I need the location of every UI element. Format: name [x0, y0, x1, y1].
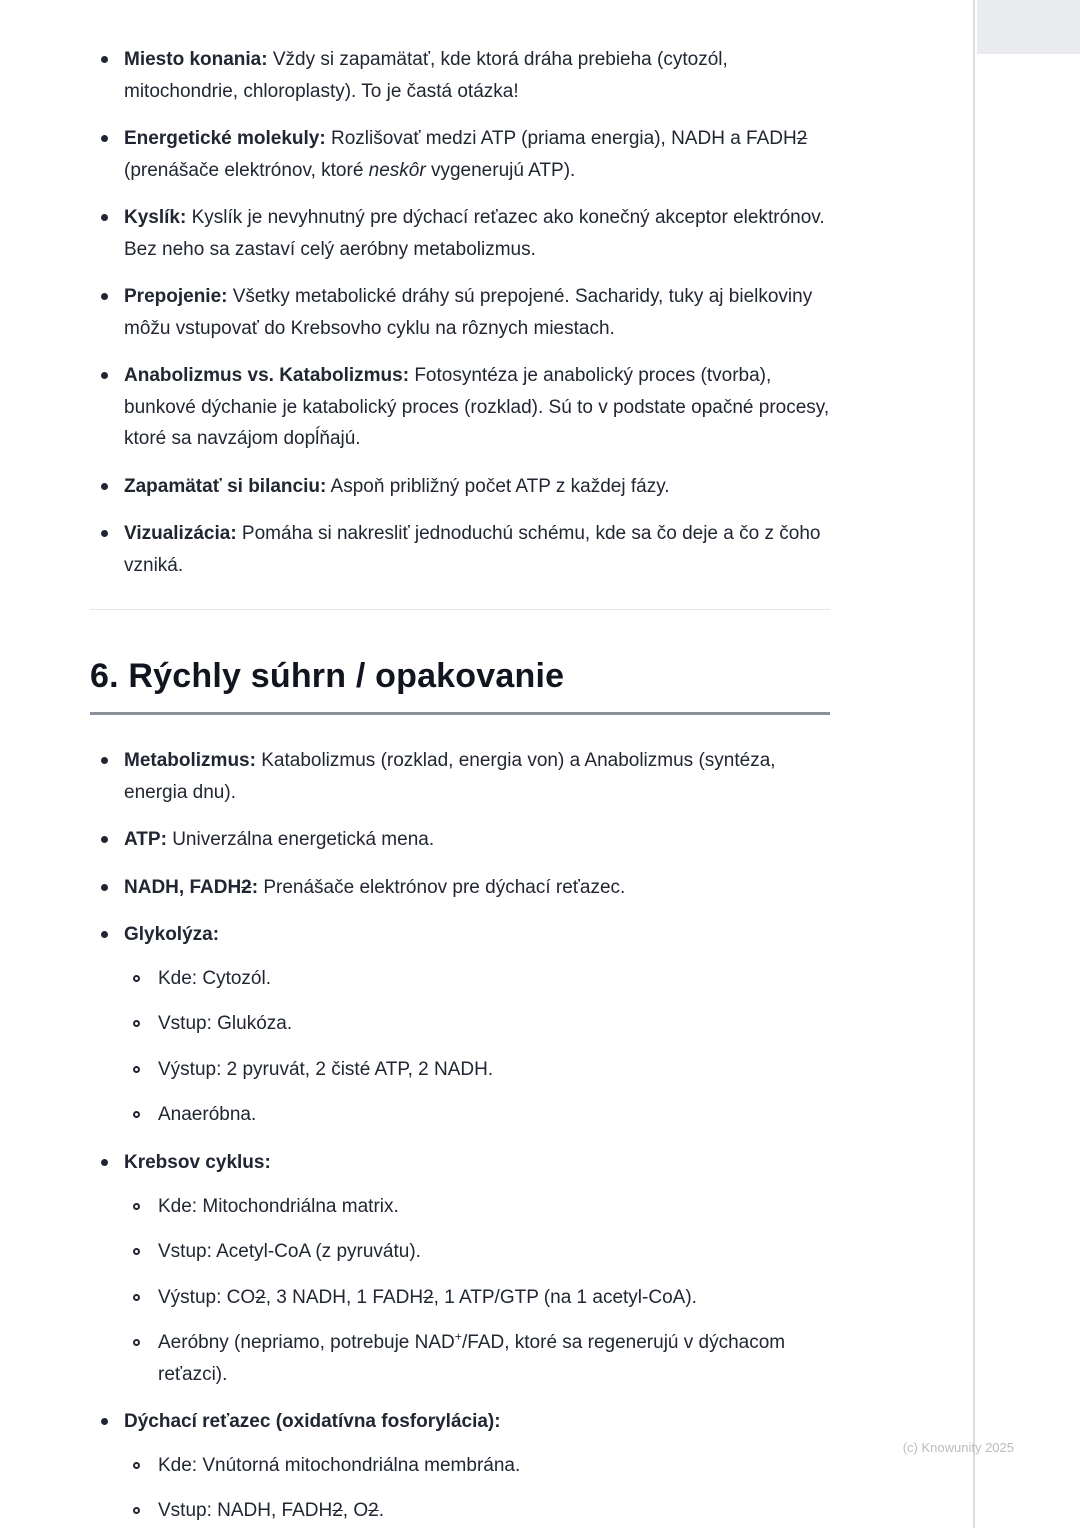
sub-list-item	[124, 1236, 830, 1268]
text-bold: Miesto konania:	[124, 49, 268, 70]
bullet-list	[90, 745, 830, 1527]
text-bold: Dýchací reťazec (oxidatívna fosforylácia):	[124, 1411, 501, 1433]
text-run: Všetky metabolické dráhy sú prepojené. Sacharidy, tuky aj bielkoviny môžu vstupovať do Krebsovho cyklu na rôznych miestach.	[124, 286, 813, 339]
text-bold: ATP:	[124, 829, 167, 851]
text-run: Kde: Mitochondriálna matrix.	[158, 1195, 399, 1217]
bullet-circle-icon	[133, 1203, 140, 1210]
text-run: , 1 ATP/GTP (na 1 acetyl-CoA).	[433, 1286, 697, 1308]
bullet-dot-icon	[101, 530, 108, 537]
text-bold: Metabolizmus:	[124, 750, 256, 772]
text-bold: Vizualizácia:	[124, 523, 237, 545]
bullet-circle-icon	[133, 1248, 140, 1255]
text-bold: Prepojenie:	[124, 286, 228, 308]
list-item	[90, 872, 830, 904]
text-run: Vstup: Glukóza.	[158, 1013, 293, 1035]
sub-list-item	[124, 1191, 830, 1223]
text-run: Kyslík je nevyhnutný pre dýchací reťazec ako konečný akceptor elektrónov. Bez neho sa zastaví celý aeróbny metabolizmus.	[124, 207, 825, 260]
list-item	[90, 123, 830, 186]
text-run: Prenášače elektrónov pre dýchací reťazec.	[258, 876, 626, 898]
bullet-dot-icon	[101, 214, 108, 221]
text-run: Anaeróbna.	[158, 1104, 257, 1126]
text-run: Katabolizmus (rozklad, energia von) a Anabolizmus (syntéza, energia dnu).	[124, 750, 776, 803]
sub-list-item	[124, 1450, 830, 1482]
text-run: Aeróbny (nepriamo, potrebuje NAD	[158, 1332, 455, 1354]
text-strikethrough: 2	[796, 128, 808, 150]
text-strikethrough: 2	[368, 1500, 379, 1522]
text-run: Vždy si zapamätať, kde ktorá dráha prebieha (cytozól, mitochondrie, chloroplasty). To je častá otázka!	[124, 49, 728, 102]
sub-list-item	[124, 1054, 830, 1086]
bullet-circle-icon	[133, 1462, 140, 1469]
text-strikethrough: 2	[332, 1500, 343, 1522]
bullet-circle-icon	[133, 1507, 140, 1514]
text-run: Fotosyntéza je anabolický proces (tvorba), bunkové dýchanie je katabolický proces (rozklad). Sú to v podstate opačné procesy, ktoré sa navzájom dopĺňajú.	[124, 365, 830, 450]
text-strikethrough: 2	[423, 1286, 434, 1308]
bullet-circle-icon	[133, 1294, 140, 1301]
sub-bullet-list	[124, 1450, 830, 1527]
bullet-dot-icon	[101, 135, 108, 142]
bullet-circle-icon	[133, 1066, 140, 1073]
list-item	[90, 281, 830, 344]
bullet-circle-icon	[133, 1020, 140, 1027]
sub-bullet-list	[124, 963, 830, 1131]
bullet-dot-icon	[101, 1159, 108, 1166]
text-run: , 3 NADH, 1 FADH	[265, 1286, 424, 1308]
text-run: Rozlišovať medzi ATP (priama energia), NADH a FADH	[325, 128, 797, 150]
text-bold: Glykolýza:	[124, 924, 220, 946]
text-run: /FAD, ktoré sa regenerujú v dýchacom reťazci).	[158, 1332, 786, 1385]
list-item	[90, 824, 830, 856]
page-edge-line	[973, 0, 975, 1528]
section-divider	[90, 609, 830, 610]
sub-list-item	[124, 1282, 830, 1314]
text-run: , O	[342, 1500, 369, 1522]
text-run: Pomáha si nakresliť jednoduchú schému, kde sa čo deje a čo z čoho vzniká.	[124, 523, 821, 576]
heading-underline	[90, 712, 830, 715]
text-run: Univerzálna energetická mena.	[166, 829, 435, 851]
bullet-dot-icon	[101, 293, 108, 300]
bullet-dot-icon	[101, 483, 108, 490]
text-bold: Krebsov cyklus:	[124, 1152, 271, 1174]
bullet-dot-icon	[101, 372, 108, 379]
sub-list-item	[124, 1099, 830, 1131]
list-item	[90, 518, 830, 581]
list-item	[90, 919, 830, 1131]
text-run: Kde: Cytozól.	[158, 967, 271, 989]
list-item	[90, 1147, 830, 1390]
sub-list-item	[124, 963, 830, 995]
sub-list-item	[124, 1008, 830, 1040]
text-run: vygenerujú ATP).	[425, 159, 576, 181]
text-run: Aspoň približný počet ATP z každej fázy.	[326, 475, 670, 497]
text-strikethrough: 2	[255, 1286, 266, 1308]
list-item	[90, 44, 830, 107]
text-bold: Energetické molekuly:	[124, 128, 326, 150]
text-run: Vstup: NADH, FADH	[158, 1500, 333, 1522]
text-run: Vstup: Acetyl-CoA (z pyruvátu).	[158, 1241, 421, 1263]
bullet-dot-icon	[101, 1418, 108, 1425]
list-item	[90, 202, 830, 265]
document-content	[90, 44, 830, 1528]
section-heading: 6. Rýchly súhrn / opakovanie	[90, 657, 565, 696]
list-item	[90, 360, 830, 455]
text-bold: 2	[241, 876, 252, 898]
text-run: (prenášače elektrónov, ktoré	[124, 159, 369, 181]
text-bold: NADH, FADH	[124, 876, 242, 898]
bullet-dot-icon	[101, 836, 108, 843]
sub-bullet-list	[124, 1191, 830, 1391]
text-superscript: +	[454, 1329, 462, 1344]
text-run: Výstup: CO	[158, 1286, 256, 1308]
list-item	[90, 1406, 830, 1527]
scrollbar-thumb[interactable]	[977, 0, 1080, 54]
bullet-dot-icon	[101, 56, 108, 63]
bullet-dot-icon	[101, 757, 108, 764]
text-run: Kde: Vnútorná mitochondriálna membrána.	[158, 1454, 521, 1476]
bullet-circle-icon	[133, 1111, 140, 1118]
text-bold: :	[251, 876, 259, 898]
bullet-circle-icon	[133, 1339, 140, 1346]
list-item	[90, 471, 830, 503]
text-bold: Zapamätať si bilanciu:	[124, 475, 327, 497]
watermark: (c) Knowunity 2025	[902, 1440, 1014, 1455]
text-italic: neskôr	[368, 159, 426, 181]
bullet-circle-icon	[133, 975, 140, 982]
bullet-dot-icon	[101, 931, 108, 938]
text-bold: Anabolizmus vs. Katabolizmus:	[124, 365, 410, 387]
bullet-list	[90, 44, 830, 581]
sub-list-item	[124, 1495, 830, 1527]
sub-list-item	[124, 1327, 830, 1390]
text-run: .	[378, 1500, 384, 1522]
text-run: Výstup: 2 pyruvát, 2 čisté ATP, 2 NADH.	[158, 1058, 494, 1080]
bullet-dot-icon	[101, 884, 108, 891]
list-item	[90, 745, 830, 808]
text-bold: Kyslík:	[124, 207, 187, 229]
